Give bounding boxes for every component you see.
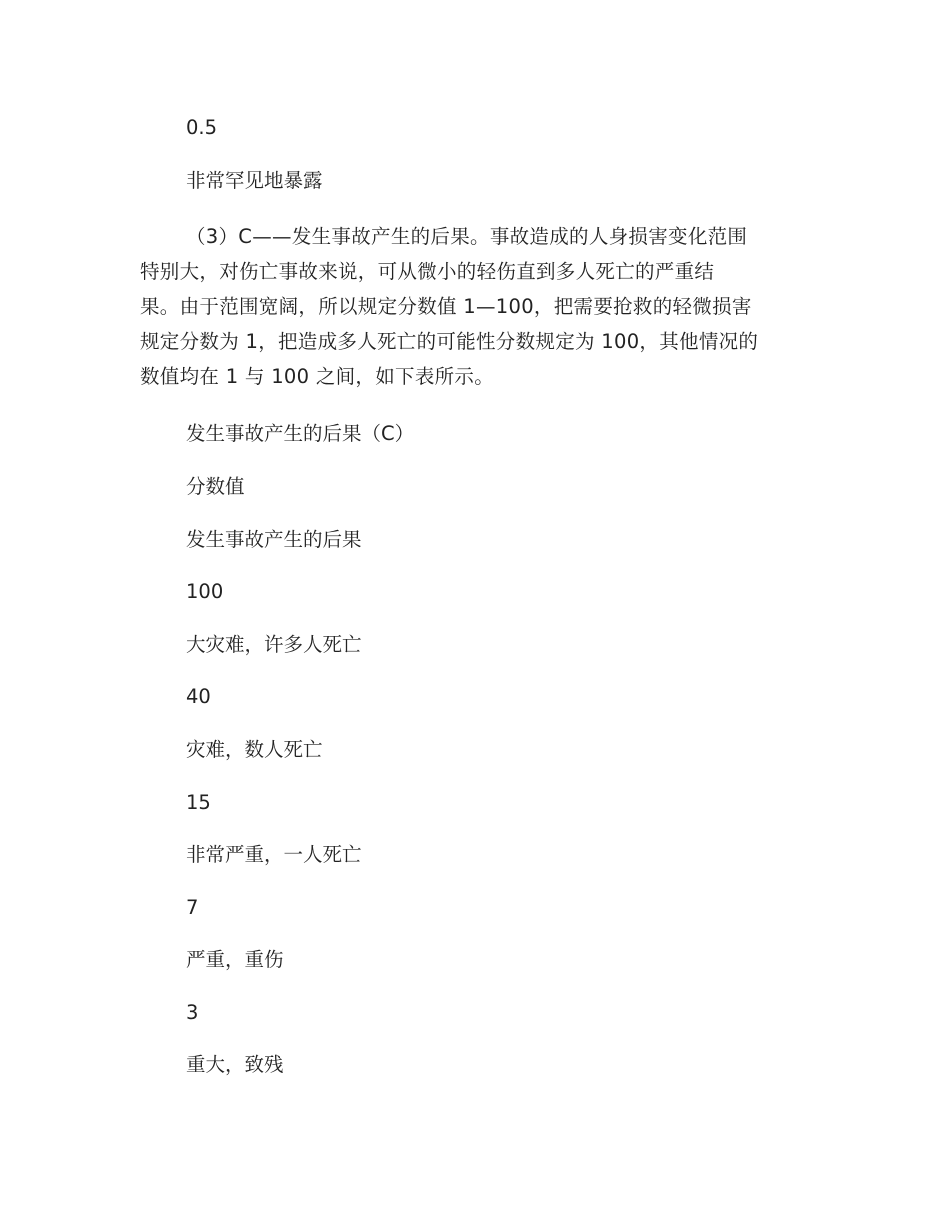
paragraph-line: 数值均在 1 与 100 之间，如下表所示。 xyxy=(140,365,495,388)
consequence-paragraph xyxy=(140,219,805,394)
paragraph-line: 特别大，对伤亡事故来说，可从微小的轻伤直到多人死亡的严重结 xyxy=(140,260,715,283)
column-header-consequence: 发生事故产生的后果 xyxy=(186,528,362,551)
exposure-score-description: 非常罕见地暴露 xyxy=(186,169,323,192)
row-description: 非常严重，一人死亡 xyxy=(186,843,362,866)
exposure-score-value: 0.5 xyxy=(186,116,218,139)
row-description: 重大，致残 xyxy=(186,1053,284,1076)
paragraph-line: （3）C——发生事故产生的后果。事故造成的人身损害变化范围 xyxy=(186,225,748,248)
table-title: 发生事故产生的后果（C） xyxy=(186,422,415,445)
paragraph-line: 果。由于范围宽阔，所以规定分数值 1—100，把需要抢救的轻微损害 xyxy=(140,295,752,318)
row-score: 100 xyxy=(186,580,224,603)
column-header-score: 分数值 xyxy=(186,475,245,498)
row-score: 40 xyxy=(186,685,211,708)
row-description: 灾难，数人死亡 xyxy=(186,738,323,761)
row-score: 7 xyxy=(186,896,199,919)
row-score: 15 xyxy=(186,791,211,814)
row-score: 3 xyxy=(186,1001,199,1024)
row-description: 大灾难，许多人死亡 xyxy=(186,633,362,656)
row-description: 严重，重伤 xyxy=(186,948,284,971)
paragraph-line: 规定分数为 1，把造成多人死亡的可能性分数规定为 100，其他情况的 xyxy=(140,330,759,353)
